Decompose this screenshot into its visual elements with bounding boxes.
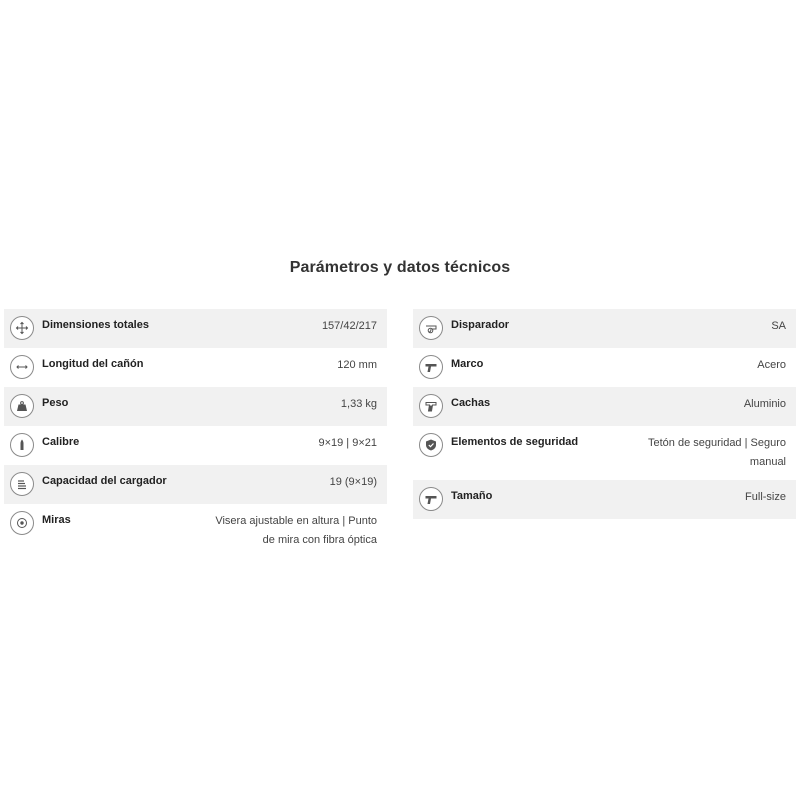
spec-label: Tamaño — [451, 490, 493, 502]
spec-value: Tetón de seguridad | Seguro manual — [647, 437, 786, 468]
weight-icon — [10, 394, 34, 418]
pistol-size-icon — [419, 487, 443, 511]
spec-label: Longitud del cañón — [42, 358, 144, 370]
spec-value: 157/42/217 — [321, 320, 377, 332]
move-arrows-icon — [10, 316, 34, 340]
spec-row-caliber — [4, 426, 387, 465]
trigger-icon — [419, 316, 443, 340]
spec-value: Visera ajustable en altura | Punto de mira con fibra óptica — [215, 515, 377, 546]
spec-label: Capacidad del cargador — [42, 475, 167, 487]
spec-label: Marco — [451, 358, 484, 370]
spec-row-grips — [413, 387, 796, 426]
sight-icon — [10, 511, 34, 535]
spec-label: Dimensiones totales — [42, 319, 149, 331]
spec-label: Disparador — [451, 319, 510, 331]
spec-value: 9×19 | 9×21 — [318, 437, 377, 449]
spec-row-safety — [413, 426, 796, 480]
spec-value: 19 (9×19) — [329, 476, 377, 488]
spec-row-weight — [4, 387, 387, 426]
grip-icon — [419, 394, 443, 418]
spec-row-sights — [4, 504, 387, 558]
spec-label: Cachas — [451, 397, 491, 409]
page-title: Parámetros y datos técnicos — [289, 259, 511, 276]
spec-value: 120 mm — [337, 359, 377, 371]
spec-value: Full-size — [745, 491, 786, 503]
spec-value: Aluminio — [743, 398, 786, 410]
spec-value: 1,33 kg — [340, 398, 377, 410]
spec-row-trigger — [413, 309, 796, 348]
pistol-frame-icon — [419, 355, 443, 379]
magazine-icon — [10, 472, 34, 496]
spec-value: Acero — [757, 359, 786, 371]
specs-left-column — [4, 309, 387, 558]
spec-row-dimensions — [4, 309, 387, 348]
specs-right-column — [413, 309, 796, 519]
spec-label: Calibre — [42, 436, 80, 448]
spec-row-magazine — [4, 465, 387, 504]
shield-icon — [419, 433, 443, 457]
spec-label: Elementos de seguridad — [451, 436, 579, 448]
spec-label: Peso — [42, 397, 69, 409]
spec-row-frame — [413, 348, 796, 387]
spec-label: Miras — [42, 514, 71, 526]
spec-value: SA — [771, 320, 786, 332]
horizontal-arrow-icon — [10, 355, 34, 379]
spec-row-barrel-length — [4, 348, 387, 387]
bullet-icon — [10, 433, 34, 457]
spec-row-size — [413, 480, 796, 519]
